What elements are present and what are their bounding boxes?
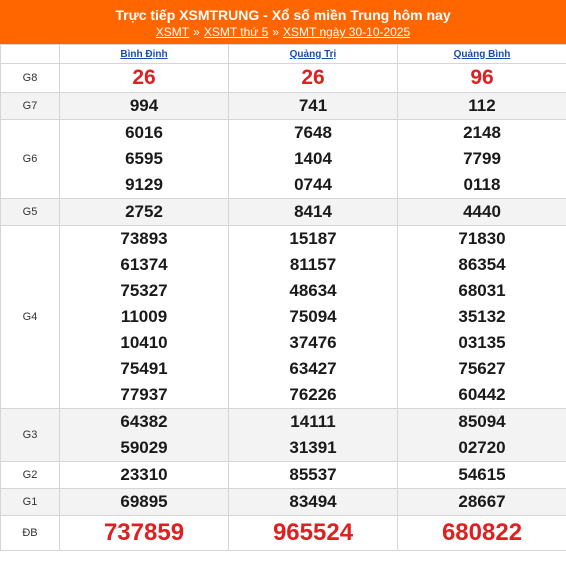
- prize-cell: [60, 93, 229, 120]
- prize-number: 96: [470, 66, 494, 89]
- breadcrumb-separator: »: [193, 25, 200, 39]
- prize-cell: [398, 226, 566, 409]
- prize-row-g2: [1, 462, 566, 489]
- prize-number: 6595: [125, 149, 163, 168]
- prize-cell: [398, 489, 566, 516]
- prize-number: 2752: [125, 202, 163, 221]
- prize-number: 61374: [120, 255, 168, 274]
- prize-number: 10410: [120, 333, 168, 352]
- breadcrumb-thursday-link[interactable]: XSMT thứ 5: [203, 25, 269, 39]
- prize-label: G6: [1, 120, 60, 199]
- prize-number: 85094: [458, 412, 506, 431]
- prize-cell: [398, 409, 566, 462]
- prize-row-g4: [1, 226, 566, 409]
- prize-number: 112: [468, 96, 496, 115]
- results-table: [0, 44, 566, 551]
- prize-number: 71830: [458, 229, 506, 248]
- breadcrumb-xsmt-link[interactable]: XSMT: [155, 25, 190, 39]
- prize-cell: [60, 120, 229, 199]
- prize-number: 26: [301, 66, 325, 89]
- prize-number: 37476: [289, 333, 337, 352]
- prize-cell: [60, 516, 229, 551]
- prize-number: 35132: [458, 307, 506, 326]
- prize-cell: [60, 64, 229, 93]
- prize-number: 63427: [289, 359, 337, 378]
- prize-number: 64382: [120, 412, 168, 431]
- province-cell: [60, 45, 229, 64]
- prize-number: 4440: [463, 202, 501, 221]
- prize-number: 0744: [294, 175, 332, 194]
- prize-cell: [398, 462, 566, 489]
- prize-cell: [60, 462, 229, 489]
- prize-number: 26: [132, 66, 156, 89]
- province-header-row: [1, 45, 566, 64]
- prize-number: 76226: [289, 385, 337, 404]
- breadcrumb-date-link[interactable]: XSMT ngày 30-10-2025: [283, 25, 411, 39]
- prize-number: 75094: [289, 307, 337, 326]
- prize-number: 86354: [458, 255, 506, 274]
- prize-cell: [60, 409, 229, 462]
- prize-label: G8: [1, 64, 60, 93]
- prize-number: 31391: [289, 438, 337, 457]
- prize-cell: [229, 462, 398, 489]
- prize-label: G3: [1, 409, 60, 462]
- prize-number: 23310: [120, 465, 168, 484]
- province-link-binh-dinh[interactable]: Bình Định: [120, 48, 168, 60]
- prize-number: 75491: [120, 359, 168, 378]
- results-header: [0, 0, 566, 44]
- prize-number: 8414: [294, 202, 332, 221]
- prize-number: 54615: [458, 465, 506, 484]
- prize-row-db: [1, 516, 566, 551]
- prize-number: 7799: [463, 149, 501, 168]
- prize-number: 81157: [289, 255, 337, 274]
- prize-number: 77937: [120, 385, 168, 404]
- prize-number: 83494: [289, 492, 337, 511]
- province-cell: [229, 45, 398, 64]
- prize-label: G7: [1, 93, 60, 120]
- prize-cell: [60, 489, 229, 516]
- prize-number: 680822: [441, 519, 523, 546]
- corner-cell: [1, 45, 60, 64]
- prize-number: 994: [129, 96, 159, 115]
- prize-number: 737859: [103, 519, 185, 546]
- prize-cell: [398, 516, 566, 551]
- prize-number: 14111: [290, 412, 336, 431]
- prize-number: 2148: [463, 123, 501, 142]
- prize-number: 9129: [125, 175, 163, 194]
- prize-cell: [398, 199, 566, 226]
- prize-number: 59029: [120, 438, 168, 457]
- prize-number: 60442: [458, 385, 506, 404]
- prize-number: 02720: [458, 438, 506, 457]
- province-link-quang-binh[interactable]: Quảng Bình: [453, 48, 511, 60]
- prize-cell: [398, 64, 566, 93]
- prize-cell: [398, 120, 566, 199]
- prize-cell: [398, 93, 566, 120]
- prize-cell: [229, 199, 398, 226]
- prize-cell: [60, 226, 229, 409]
- prize-number: 48634: [289, 281, 337, 300]
- prize-number: 741: [298, 96, 328, 115]
- prize-number: 69895: [120, 492, 168, 511]
- prize-cell: [229, 409, 398, 462]
- prize-row-g1: [1, 489, 566, 516]
- prize-number: 03135: [458, 333, 506, 352]
- prize-label: G5: [1, 199, 60, 226]
- prize-number: 6016: [125, 123, 163, 142]
- prize-number: 0118: [463, 175, 501, 194]
- prize-row-g5: [1, 199, 566, 226]
- prize-row-g6: [1, 120, 566, 199]
- prize-label: ĐB: [1, 516, 60, 551]
- province-cell: [398, 45, 566, 64]
- prize-number: 75327: [120, 281, 168, 300]
- prize-number: 965524: [272, 519, 354, 546]
- prize-cell: [229, 93, 398, 120]
- province-link-quang-tri[interactable]: Quảng Trị: [289, 48, 337, 60]
- prize-cell: [229, 120, 398, 199]
- prize-cell: [60, 199, 229, 226]
- breadcrumb: [0, 24, 566, 40]
- prize-number: 28667: [458, 492, 506, 511]
- prize-label: G2: [1, 462, 60, 489]
- prize-number: 11009: [120, 307, 168, 326]
- prize-number: 7648: [294, 123, 332, 142]
- page-title: Trực tiếp XSMTRUNG - Xổ số miền Trung hôm nay: [115, 7, 451, 23]
- prize-label: G1: [1, 489, 60, 516]
- prize-row-g8: [1, 64, 566, 93]
- prize-number: 68031: [458, 281, 506, 300]
- prize-label: G4: [1, 226, 60, 409]
- prize-cell: [229, 489, 398, 516]
- prize-number: 15187: [289, 229, 337, 248]
- prize-cell: [229, 64, 398, 93]
- breadcrumb-separator: »: [272, 25, 279, 39]
- prize-cell: [229, 516, 398, 551]
- prize-number: 73893: [120, 229, 168, 248]
- prize-row-g7: [1, 93, 566, 120]
- prize-cell: [229, 226, 398, 409]
- prize-row-g3: [1, 409, 566, 462]
- prize-number: 75627: [458, 359, 506, 378]
- prize-number: 85537: [289, 465, 337, 484]
- prize-number: 1404: [294, 149, 332, 168]
